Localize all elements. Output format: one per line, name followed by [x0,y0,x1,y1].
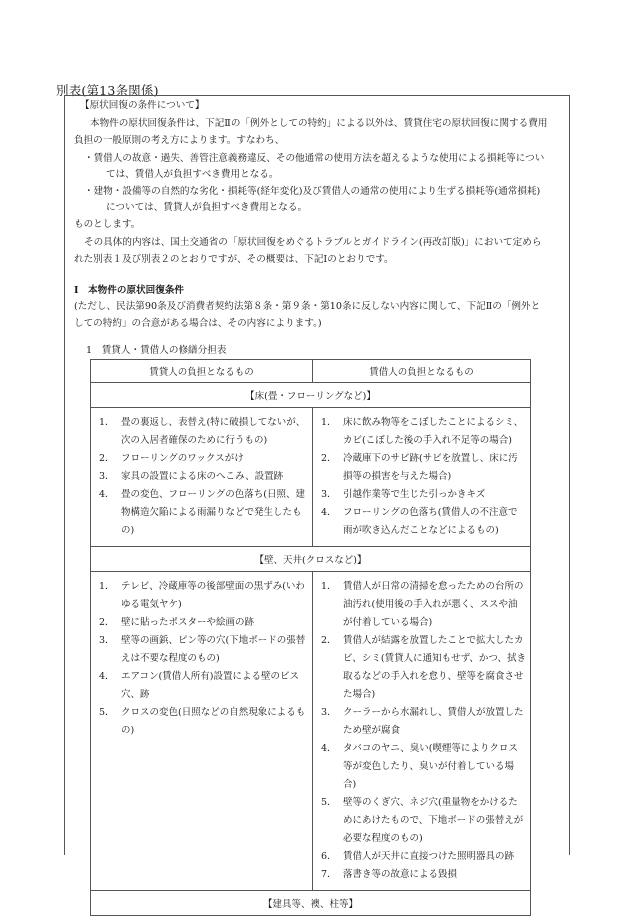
list-item: 1． テレビ、冷蔵庫等の後部壁面の黒ずみ(いわゆる電気ヤケ) [99,581,305,610]
conditions-line: 本物件の原状回復条件は、下記Ⅱの「例外としての特約」による以外は、賃貸住宅の原状回復に関する費用 [90,118,548,129]
conditions-line: ものとします。 [74,219,141,230]
conditions-line: その具体的内容は、国土交通省の「原状回復をめぐるトラブルとガイドライン(再改訂版)」において定めら [84,237,542,248]
section-label-wall: 【壁、天井(クロスなど)】 [91,547,531,572]
table-caption: 1 賃貸人・賃借人の修繕分担表 [86,345,227,356]
list-item: 4． タバコのヤニ、臭い(喫煙等によりクロス等が変色したり、臭いが付着している場合) [321,743,518,790]
section-note: しての特約」の合意がある場合は、その内容によります。) [74,318,322,329]
list-item: 5． 壁等のくぎ穴、ネジ穴(重量物をかけるためにあけたもので、下地ボードの張替えが必要な程度のもの) [321,797,524,844]
table-header-row [91,360,531,383]
section-note: (ただし、民法第90条及び消費者契約法第８条・第９条・第10条に反しない内容に関して、下記Ⅱの「例外と [74,301,541,312]
conditions-line: れた別表１及び別表２のとおりですが、その概要は、下記Ⅰのとおりです。 [74,254,394,265]
list-item: 2． フローリングのワックスがけ [99,453,244,464]
conditions-title: 【原状回復の条件について】 [80,100,205,111]
lessee-cell [313,572,531,891]
section-label-fittings: 【建具等、襖、柱等】 [91,891,531,916]
table-row [91,572,531,891]
list-item: 3． 壁等の画鋲、ピン等の穴(下地ボードの張替えは不要な程度のもの) [99,635,306,664]
lessee-cell [313,408,531,547]
repair-share-table [90,359,531,916]
list-item: 7． 落書き等の故意による毀損 [321,869,458,880]
list-item: 3． 家具の設置による床のへこみ、設置跡 [99,471,284,482]
conditions-line: 負担の一般原則の考え方によります。すなわち、 [74,135,285,146]
list-item: 1． 賃借人が日常の清掃を怠ったための台所の油汚れ(使用後の手入れが悪く、ススや油が付着している場合) [321,581,524,628]
section-title: Ⅰ 本物件の原状回復条件 [74,285,185,296]
section-row-floor [91,383,531,408]
conditions-bullet-line: ・建物・設備等の自然的な劣化・損耗等(経年変化)及び賃借人の通常の使用により生ずる損耗等(通常損耗) [84,186,541,197]
lessor-cell [91,408,313,547]
page-heading: 別表(第13条関係) [56,83,159,98]
section-row-fittings [91,891,531,916]
list-item: 5． クロスの変色(日照などの自然現象によるもの) [99,707,306,736]
list-item: 1． 床に飲み物等をこぼしたことによるシミ、カビ(こぼした後の手入れ不足等の場合) [321,417,524,446]
list-item: 1． 畳の裏返し、表替え(特に破損してないが、次の入居者確保のために行うもの) [99,417,306,446]
list-item: 4． エアコン(賃借人所有)設置による壁のビス穴、跡 [99,671,299,700]
list-item: 4． 畳の変色、フローリングの色落ち(日照、建物構造欠陥による雨漏りなどで発生したもの) [99,489,306,536]
section-row-wall [91,547,531,572]
list-item: 2． 壁に貼ったポスターや絵画の跡 [99,617,255,628]
column-header-lessee: 賃借人の負担となるもの [313,360,531,383]
table-row [91,408,531,547]
conditions-bullet-line: ・賃借人の故意・過失、善管注意義務違反、その他通常の使用方法を超えるような使用による損耗等につい [84,153,545,164]
conditions-bullet-line: については、賃貸人が負担すべき費用となる。 [106,202,308,213]
list-item: 3． 引越作業等で生じた引っかきキズ [321,489,486,500]
list-item: 2． 賃借人が結露を放置したことで拡大したカビ、シミ(賃貸人に通知もせず、かつ、拭き取るなどの手入れを怠り、壁等を腐食させた場合) [321,635,526,700]
list-item: 2． 冷蔵庫下のサビ跡(サビを放置し、床に汚損等の損害を与えた場合) [321,453,518,482]
list-item: 6． 賃借人が天井に直接つけた照明器具の跡 [321,851,515,862]
conditions-bullet-line: ては、賃借人が負担すべき費用となる。 [106,169,279,180]
list-item: 4． フローリングの色落ち(賃借人の不注意で雨が吹き込んだことなどによるもの) [321,507,518,536]
lessor-cell [91,572,313,891]
column-header-lessor: 賃貸人の負担となるもの [91,360,313,383]
list-item: 3． クーラーから水漏れし、賃借人が放置したため壁が腐食 [321,707,524,736]
section-label-floor: 【床(畳・フローリングなど)】 [91,383,531,408]
